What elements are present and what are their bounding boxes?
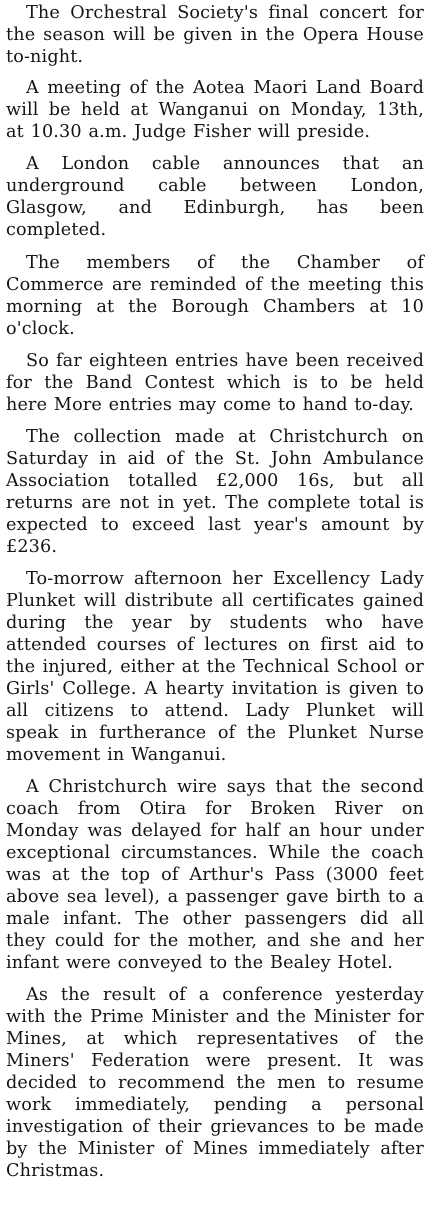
paragraph-christchurch-wire: A Christchurch wire says that the second coach from Otira for Broken River on Monday was delayed for half an hour under exceptional circumstances. While the coach was at the top of Arthur's Pass (3000 feet above sea level), a passenger gave birth to a male infant. The other passengers did all they could for the mother, and she and her infant were conveyed to the Bealey Hotel. <box>6 777 424 973</box>
paragraph-orchestral-concert: The Orchestral Society's final concert for the season will be given in the Opera House to-night. <box>6 3 424 67</box>
paragraph-chamber-of-commerce: The members of the Chamber of Commerce are reminded of the meeting this morning at the Borough Chambers at 10 o'clock. <box>6 253 424 339</box>
paragraph-london-cable: A London cable announces that an underground cable between London, Glasgow, and Edinburgh, has been completed. <box>6 154 424 240</box>
paragraph-ambulance-collection: The collection made at Christchurch on Saturday in aid of the St. John Ambulance Association totalled £2,000 16s, but all returns are not in yet. The complete total is expected to exceed last year's amount by £236. <box>6 427 424 557</box>
paragraph-miners-conference: As the result of a conference yesterday with the Prime Minister and the Minister for Mines, at which representatives of the Miners' Federation were present. It was decided to recommend the men to resume work immediately, pending a personal investigation of their grievances to be made by the Minister of Mines immediately after Christmas. <box>6 985 424 1181</box>
paragraph-band-contest: So far eighteen entries have been received for the Band Contest which is to be held here More entries may come to hand to-day. <box>6 351 424 415</box>
paragraph-lady-plunket: To-morrow afternoon her Excellency Lady Plunket will distribute all certificates gained during the year by students who have attended courses of lectures on first aid to the injured, either at the Technical School or Girls' College. A hearty invitation is given to all citizens to attend. Lady Plunket will speak in furtherance of the Plunket Nurse movement in Wanganui. <box>6 569 424 765</box>
paragraph-maori-land-board: A meeting of the Aotea Maori Land Board will be held at Wanganui on Monday, 13th, at 10.30 a.m. Judge Fisher will preside. <box>6 78 424 142</box>
